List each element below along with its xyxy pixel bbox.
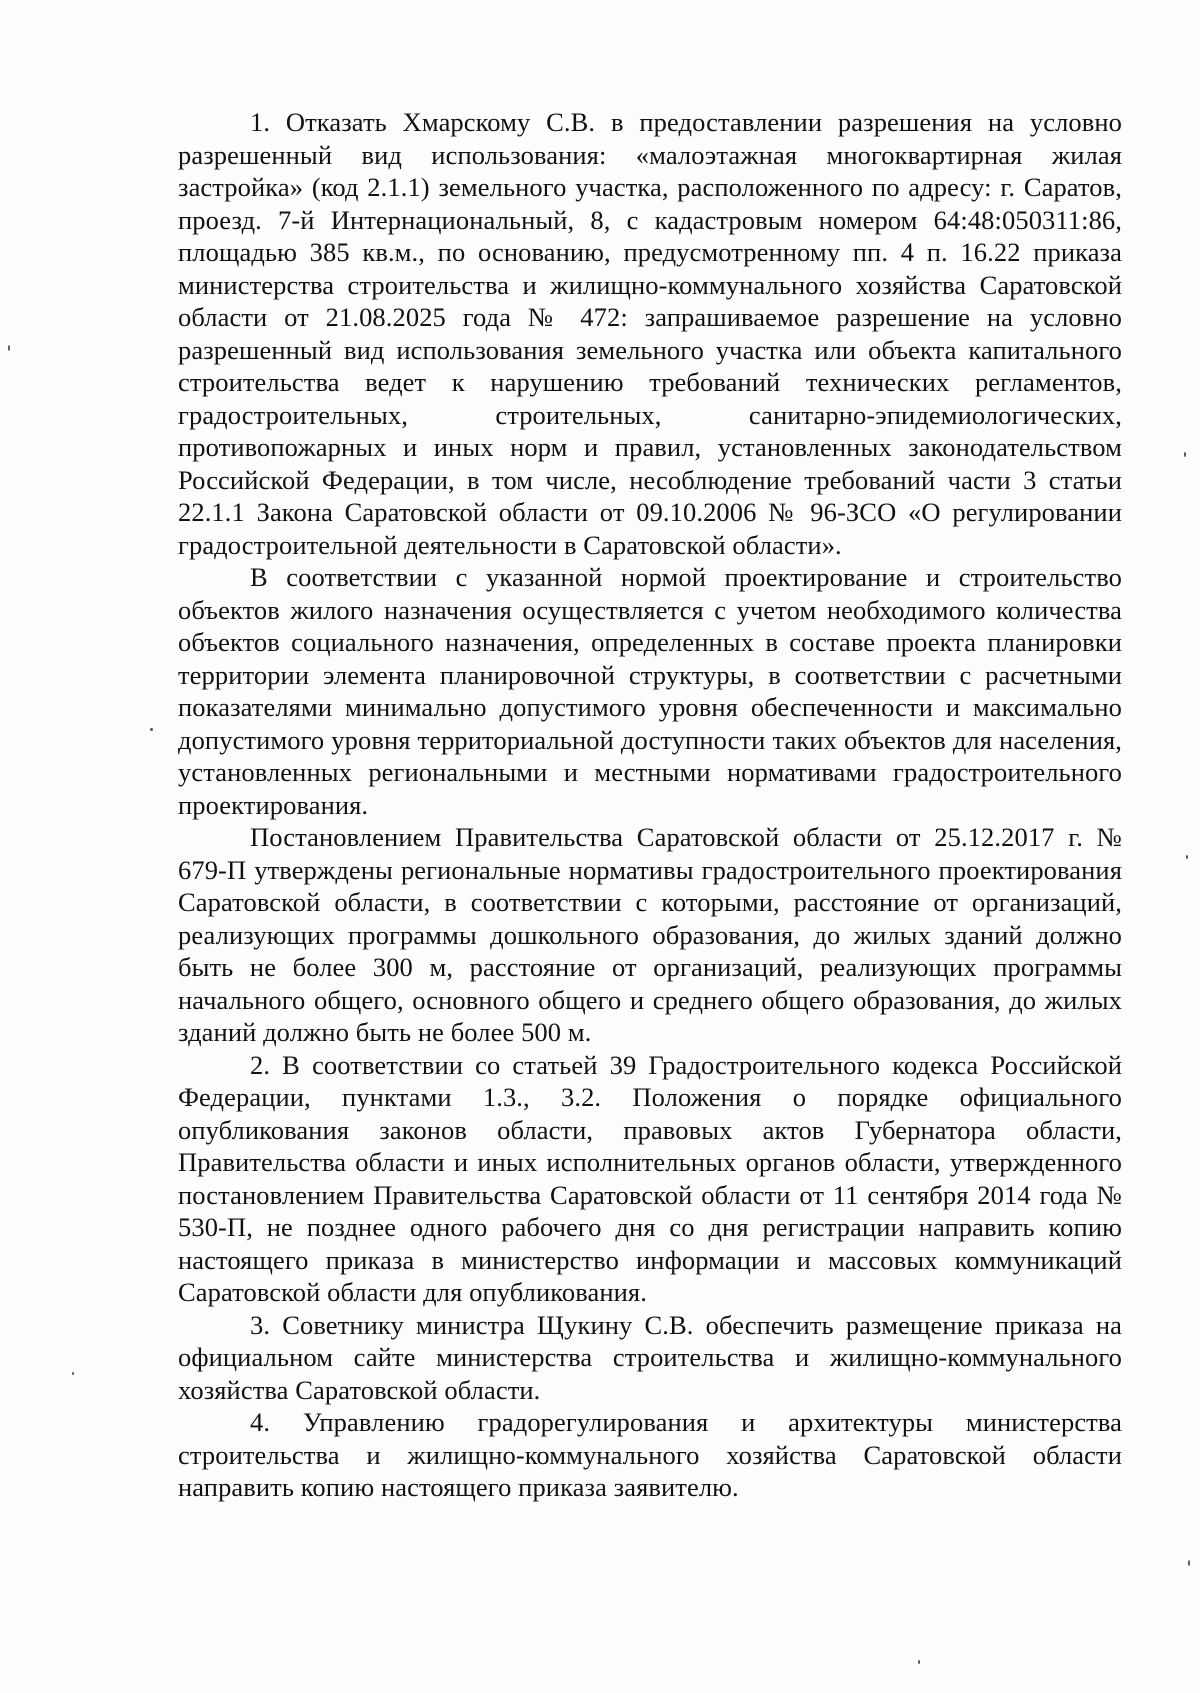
paragraph-publication: 2. В соответствии со статьей 39 Градостроительного кодекса Российской Федерации, пунктами 1.3., 3.2. Положения о порядке официального опубликования законов области, правовых актов Губернатора области, Правительства области и иных исполнительных органов области, утвержденного постановлением Правительства Саратовской области от 11 сентября 2014 года № 530-П, не позднее одного рабочего дня со дня регистрации направить копию настоящего приказа в министерство информации и массовых коммуникаций Саратовской области для опубликования.	[178, 1049, 1122, 1307]
paragraph-norm-explanation: В соответствии с указанной нормой проектирование и строительство объектов жилого назначения осуществляется с учетом необходимого количества объектов социального назначения, определенных в составе проекта планировки территории элемента планировочной структуры, в соответствии с расчетными показателями минимально допустимого уровня обеспеченности и максимально допустимого уровня территориальной доступности таких объектов для населения, установленных региональными и местными нормативами градостроительного проектирования.	[178, 562, 1122, 820]
paragraph-regional-standards: Постановлением Правительства Саратовской области от 25.12.2017 г. № 679-П утверждены региональные нормативы градостроительного проектирования Саратовской области, в соответствии с которыми, расстояние от организаций, реализующих программы дошкольного образования, до жилых зданий должно быть не более 300 м, расстояние от организаций, реализующих программы начального общего, основного общего и среднего общего образования, до жилых зданий должно быть не более 500 м.	[178, 822, 1122, 1047]
scan-speck	[1188, 1560, 1190, 1566]
document-body	[178, 106, 1122, 1504]
paragraph-refusal: 1. Отказать Хмарскому С.В. в предоставлении разрешения на условно разрешенный вид использования: «малоэтажная многоквартирная жилая застройка» (код 2.1.1) земельного участка, расположенного по адресу: г. Саратов, проезд. 7-й Интернациональный, 8, с кадастровым номером 64:48:050311:86, площадью 385 кв.м., по основанию, предусмотренному пп. 4 п. 16.22 приказа министерства строительства и жилищно-коммунального хозяйства Саратовской области от 21.08.2025 года № 472: запрашиваемое разрешение на условно разрешенный вид использования земельного участка или объекта капитального строительства ведет к нарушению требований технических регламентов, градостроительных, строительных, санитарно-эпидемиологических, противопожарных и иных норм и правил, установленных законодательством Российской Федерации, в том числе, несоблюдение требований части 3 статьи 22.1.1 Закона Саратовской области от 09.10.2006 № 96-ЗСО «О регулировании градостроительной деятельности в Саратовской области».	[178, 107, 1122, 560]
paragraph-website-placement: 3. Советнику министра Щукину С.В. обеспечить размещение приказа на официальном сайте министерства строительства и жилищно-коммунального хозяйства Саратовской области.	[178, 1309, 1122, 1405]
paragraph-applicant-copy: 4. Управлению градорегулирования и архитектуры министерства строительства и жилищно-коммунального хозяйства Саратовской области направить копию настоящего приказа заявителю.	[178, 1407, 1122, 1502]
scan-speck	[1184, 452, 1186, 457]
scan-speck	[1186, 855, 1188, 859]
scan-speck	[72, 1372, 74, 1375]
scan-speck	[150, 728, 153, 731]
scan-speck	[8, 345, 10, 351]
scan-speck	[918, 1660, 920, 1664]
